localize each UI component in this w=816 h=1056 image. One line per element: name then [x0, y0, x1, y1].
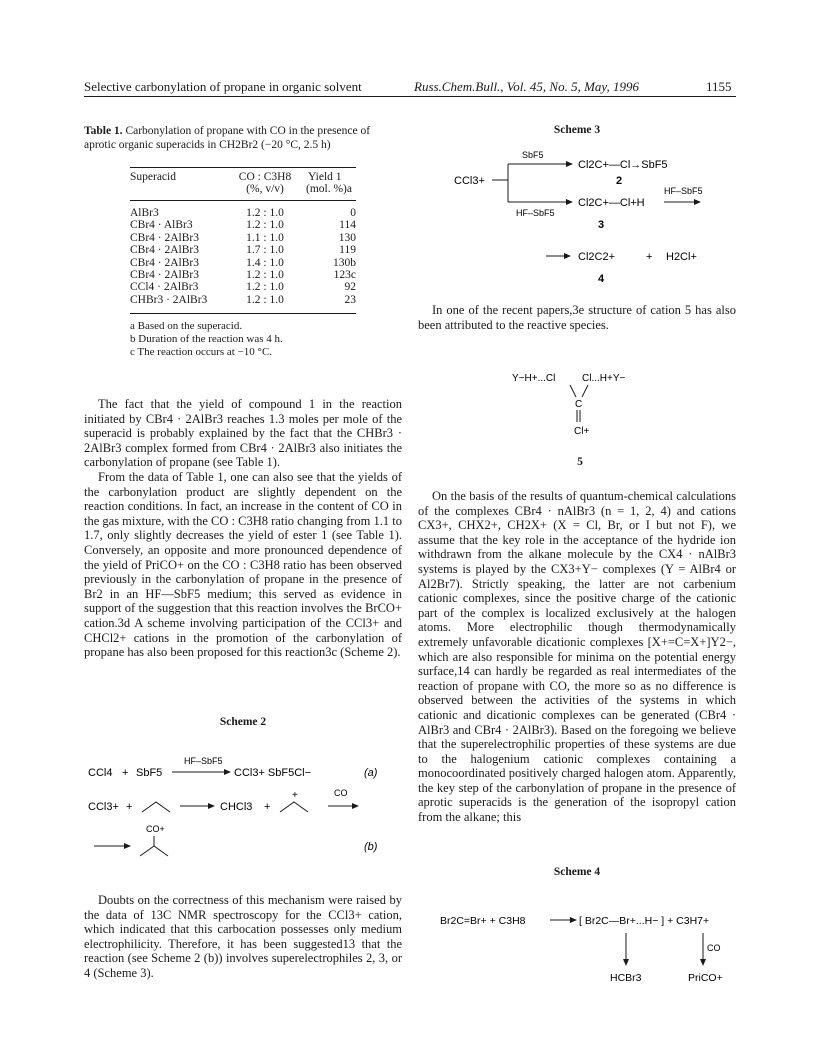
scheme2-sbf5: SbF5	[136, 767, 163, 779]
cation5-left: Y−H+...Cl	[512, 373, 556, 384]
col-subheader-yield: (mol. %)a	[306, 183, 352, 196]
scheme3-arrowhead-bottom	[566, 199, 573, 205]
table-row	[130, 232, 356, 244]
paragraph: The fact that the yield of compound 1 in the reaction initiated by CBr4 · 2AlBr3 reaches 1.3 moles per mole of the superacid is probably explained by the fact that the CHBr3 · 2AlBr3 complex formed from CBr4 · 2AlBr3 also initiates the carbonylation of propane (see Table 1).	[84, 397, 402, 470]
cation5-bond-right	[582, 385, 588, 397]
footnote-b: b Duration of the reaction was 4 h.	[130, 333, 283, 345]
isobutyryl-structure	[140, 846, 168, 856]
scheme3-product4a: Cl2C2+	[578, 251, 615, 263]
scheme2-arrowhead1	[224, 769, 231, 775]
cell-ratio: 1.4 : 1.0	[246, 256, 284, 269]
cell-yield: 130	[338, 231, 356, 244]
cell-yield: 123c	[333, 268, 356, 281]
cell-ratio: 1.2 : 1.0	[246, 293, 284, 306]
scheme2-ccl4: CCl4	[88, 767, 113, 779]
scheme2-label-b: (b)	[364, 841, 378, 853]
footnote-a: a Based on the superacid.	[130, 320, 243, 332]
paragraph: In one of the recent papers,3e structure of cation 5 has also been attributed to the reactive species.	[418, 303, 736, 332]
col-header-ratio: CO : C3H8	[238, 171, 292, 183]
table-row	[130, 219, 356, 231]
cell-ratio: 1.7 : 1.0	[246, 244, 284, 257]
scheme2-plus: +	[264, 801, 271, 813]
scheme2-arrowhead3	[352, 803, 359, 809]
scheme3-arrowhead-right	[694, 199, 701, 205]
table-caption-text: Carbonylation of propane with CO in the presence of aprotic organic superacids in CH2Br2 (−20 °C, 2.5 h)	[84, 125, 371, 151]
propane-structure	[142, 802, 170, 812]
cell-superacid: CBr4 · 2AlBr3	[130, 256, 199, 269]
cation-charge: +	[292, 790, 298, 801]
table-row	[130, 269, 356, 281]
cell-yield: 0	[350, 207, 356, 219]
table-caption-label: Table 1.	[84, 125, 123, 137]
scheme3-plus: +	[646, 251, 653, 263]
scheme4-product-right: PriCO+	[688, 972, 723, 984]
cell-yield: 119	[339, 244, 356, 257]
paragraph: From the data of Table 1, one can also see that the yields of the carbonylation product are slightly dependent on the reaction conditions. In fact, an increase in the content of CO in the gas mixture, with the CO : C3H8 ratio changing from 1.1 to 1.7, only slightly decreases the yield of ester 1 (see Table 1). Conversely, an opposite and more pronounced dependence of the yield of PriCO+ on the CO : C3H8 ratio has been observed previously in the carbonylation of propane in the presence of Br2 in an HF—SbF5 medium; this served as evidence in support of the suggestion that this reaction involves the BrCO+ cation.3d A scheme involving participation of the CCl3+ and CHCl2+ cations in the promotion of the carbonylation of propane has also been proposed for this reaction3c (Scheme 2).	[84, 469, 403, 660]
cell-ratio: 1.2 : 1.0	[246, 281, 284, 294]
cell-superacid: CHBr3 · 2AlBr3	[130, 293, 208, 306]
cell-yield: 130b	[333, 256, 356, 269]
scheme2-co-label: CO+	[146, 824, 165, 834]
scheme2-title: Scheme 2	[219, 716, 267, 728]
scheme2-ccl3: CCl3+	[88, 801, 119, 813]
table-header	[130, 171, 356, 196]
scheme2-arrow3-label: CO	[334, 788, 348, 798]
scheme3-num2: 2	[616, 175, 623, 187]
scheme4-arrowhead	[570, 917, 577, 923]
table-top-rule	[130, 167, 356, 168]
left-text-block-1	[84, 397, 402, 660]
cell-superacid: CBr4 · 2AlBr3	[130, 268, 199, 281]
page-number: 1155	[706, 79, 732, 94]
left-text-block-2	[84, 893, 402, 981]
scheme2-arrowhead4	[124, 843, 131, 849]
scheme3-diagram	[418, 144, 738, 294]
cell-ratio: 1.2 : 1.0	[246, 207, 284, 219]
table-header-rule	[130, 200, 356, 201]
scheme4-intermediate: [ Br2C—Br+...H− ] + C3H7+	[579, 915, 710, 927]
cell-superacid: CBr4 · AlBr3	[130, 219, 193, 232]
scheme3-num3: 3	[598, 219, 605, 231]
scheme2-diagram	[84, 750, 404, 870]
table-row	[130, 281, 356, 293]
scheme2-plus: +	[122, 767, 129, 779]
running-header-title: Selective carbonylation of propane in organic solvent	[84, 79, 362, 94]
cation5-structure	[480, 370, 680, 440]
scheme4-diagram	[418, 895, 736, 985]
paragraph: On the basis of the results of quantum-chemical calculations of the complexes CBr4 · nAlBr3 (n = 1, 2, 4) and cations CX3+, CHX2+, CH2X+ (X = Cl, Br, or I but not F), we assume that the key role in the acceptance of the hydride ion withdrawn from the alkane molecule by the CX4 · nAlBr3 systems is played by the CX3+Y− complexes (Y = AlBr4 or Al2Br7). Strictly speaking, the latter are not carbenium cationic complexes, since the positive charge of the cationic part of the complex is localized exclusively at the halogen atoms. More electrophilic though thermodynamically extremely unfavorable dicationic complexes [X+=C=X+]Y2−, which are also responsible for minima on the potential energy surface,14 can hardly be regarded as real intermediates of the reaction of propane with CO, the more so as no difference is observed between the activities of the systems in which cationic and dicationic complexes can be generated (CBr4 · AlBr3 and CBr4 · 2AlBr3). Based on the foregoing we believe that the superelectrophilic properties of these systems are due to the halogenium cationic complexes containing a monocoordinated positively charged halogen atom. Apparently, the key step of the carbonylation of propane in the presence of aprotic superacids is the generation of the isopropyl cation from the alkane; this	[418, 489, 736, 825]
scheme4-title: Scheme 4	[553, 866, 601, 878]
cell-ratio: 1.2 : 1.0	[246, 268, 284, 281]
isopropyl-cation-structure	[280, 802, 308, 812]
cell-yield: 92	[344, 281, 356, 294]
scheme3-bottom-label: HF–SbF5	[516, 208, 555, 218]
scheme2-label-a: (a)	[364, 767, 378, 779]
scheme2-chcl3: CHCl3	[220, 801, 253, 813]
scheme4-product-left: HCBr3	[610, 972, 642, 984]
cell-yield: 23	[344, 293, 356, 306]
paragraph: Doubts on the correctness of this mechanism were raised by the data of 13C NMR spectroscopy for the CCl3+ cation, which indicated that this carbocation possesses only medium electrophilicity. Therefore, it has been suggested13 that the reaction (see Scheme 2 (b)) involves superelectrophiles 2, 3, or 4 (Scheme 3).	[84, 893, 402, 980]
right-text-block-2	[418, 489, 736, 825]
scheme3-title: Scheme 3	[553, 124, 601, 136]
table-row	[130, 294, 356, 306]
cation5-right: Cl...H+Y−	[582, 373, 626, 384]
cation5-center: C	[575, 399, 583, 410]
scheme2-arrowhead2	[208, 803, 215, 809]
table-caption	[84, 124, 402, 152]
cell-ratio: 1.2 : 1.0	[246, 219, 284, 232]
scheme4-arrowhead-down-left	[623, 959, 629, 966]
cell-ratio: 1.1 : 1.0	[246, 231, 284, 244]
right-text-block-1	[418, 303, 736, 332]
scheme4-arrowhead-down-right	[700, 959, 706, 966]
table-body	[130, 207, 356, 306]
cell-superacid: CBr4 · 2AlBr3	[130, 244, 199, 257]
journal-citation: Russ.Chem.Bull., Vol. 45, No. 5, May, 1996	[414, 79, 639, 94]
scheme3-arrowhead-final	[564, 253, 571, 259]
scheme3-top-label: SbF5	[522, 150, 544, 160]
scheme4-arrow-label: CO	[707, 943, 721, 953]
scheme3-product2: Cl2C+—Cl→SbF5	[578, 159, 668, 171]
table-bottom-rule	[130, 313, 356, 314]
table-row	[130, 257, 356, 269]
col-header-superacid: Superacid	[130, 171, 176, 183]
scheme3-arrow3-label: HF–SbF5	[664, 186, 703, 196]
scheme3-product3: Cl2C+—Cl+H	[578, 197, 645, 209]
cation5-bond-left	[570, 385, 576, 397]
scheme2-arrow1-label: HF–SbF5	[184, 756, 223, 766]
scheme3-product4b: H2Cl+	[666, 251, 697, 263]
cell-superacid: AlBr3	[130, 207, 159, 219]
cation5-bottom: Cl+	[574, 426, 590, 437]
scheme3-arrowhead-top	[566, 161, 573, 167]
table-row	[130, 244, 356, 256]
col-subheader-ratio: (%, v/v)	[246, 183, 284, 196]
scheme2-product1: CCl3+ SbF5Cl−	[234, 767, 312, 779]
scheme4-reactant: Br2C=Br+ + C3H8	[440, 915, 526, 927]
cell-superacid: CBr4 · 2AlBr3	[130, 231, 199, 244]
header-rule	[84, 96, 736, 97]
scheme2-plus: +	[126, 801, 133, 813]
table-row	[130, 207, 356, 219]
cation5-number: 5	[577, 456, 583, 468]
cell-yield: 114	[339, 219, 356, 232]
cell-superacid: CCl4 · 2AlBr3	[130, 281, 199, 294]
col-header-yield: Yield 1	[308, 171, 342, 183]
table-footnotes	[130, 320, 390, 359]
scheme3-start: CCl3+	[454, 175, 485, 187]
footnote-c: c The reaction occurs at −10 °C.	[130, 346, 273, 358]
scheme3-num4: 4	[598, 273, 605, 285]
